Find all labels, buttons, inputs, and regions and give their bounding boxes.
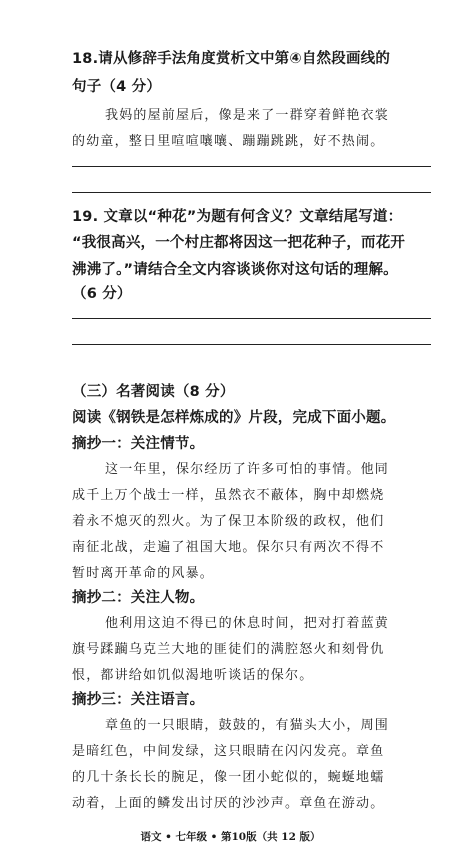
excerpt-2-title: 摘抄二：关注人物。 [72, 590, 205, 606]
page-footer: 语文 • 七年级 • 第10版（共 12 版） [140, 831, 321, 843]
answer-line [72, 192, 431, 193]
q18-quote-line-2: 的幼童，整日里喧喧嚷嚷、蹦蹦跳跳，好不热闹。 [72, 134, 385, 149]
section-heading: （三）名著阅读（8 分） [72, 384, 235, 400]
q19-line-3: 沸沸了。”请结合全文内容谈谈你对这句话的理解。 [72, 262, 398, 278]
excerpt-1-line: 着永不熄灭的烈火。为了保卫本阶级的政权，他们 [72, 514, 385, 529]
q18-line-1: 18.请从修辞手法角度赏析文中第④自然段画线的 [72, 51, 391, 67]
excerpt-3-title: 摘抄三：关注语言。 [72, 692, 205, 708]
excerpt-3-line: 章鱼的一只眼睛，鼓鼓的，有猫头大小，周围 [105, 718, 390, 733]
excerpt-2-line: 他利用这迫不得已的休息时间，把对打着蓝黄 [105, 616, 390, 631]
excerpt-3-line: 动着，上面的鳞发出讨厌的沙沙声。章鱼在游动。 [72, 796, 385, 811]
answer-line [72, 318, 431, 319]
excerpt-1-line: 南征北战，走遍了祖国大地。保尔只有两次不得不 [72, 540, 385, 555]
q18-quote-line-1: 我妈的屋前屋后，像是来了一群穿着鲜艳衣裳 [105, 108, 390, 123]
excerpt-1-title: 摘抄一：关注情节。 [72, 436, 205, 452]
q19-line-4: （6 分） [72, 286, 132, 302]
excerpt-2-line: 恨，都讲给如饥似渴地听谈话的保尔。 [72, 668, 314, 683]
excerpt-3-line: 的几十条长长的腕足，像一团小蛇似的，蜿蜒地蠕 [72, 770, 385, 785]
excerpt-1-line: 这一年里，保尔经历了许多可怕的事情。他同 [105, 462, 390, 477]
answer-line [72, 166, 431, 167]
section-instruction: 阅读《钢铁是怎样炼成的》片段，完成下面小题。 [72, 410, 396, 426]
q19-line-1: 19. 文章以“种花”为题有何含义？文章结尾写道： [72, 209, 403, 225]
excerpt-1-line: 成千上万个战士一样，虽然衣不蔽体，胸中却燃烧 [72, 488, 385, 503]
q19-line-2: “我很高兴，一个村庄都将因这一把花种子，而花开 [72, 235, 406, 251]
q18-line-2: 句子（4 分） [72, 79, 162, 95]
excerpt-1-line: 暂时离开革命的风暴。 [72, 566, 215, 581]
excerpt-3-line: 是暗红色，中间发绿，这只眼睛在闪闪发亮。章鱼 [72, 744, 385, 759]
answer-line [72, 344, 431, 345]
excerpt-2-line: 旗号蹂躏乌克兰大地的匪徒们的满腔怒火和刻骨仇 [72, 642, 385, 657]
